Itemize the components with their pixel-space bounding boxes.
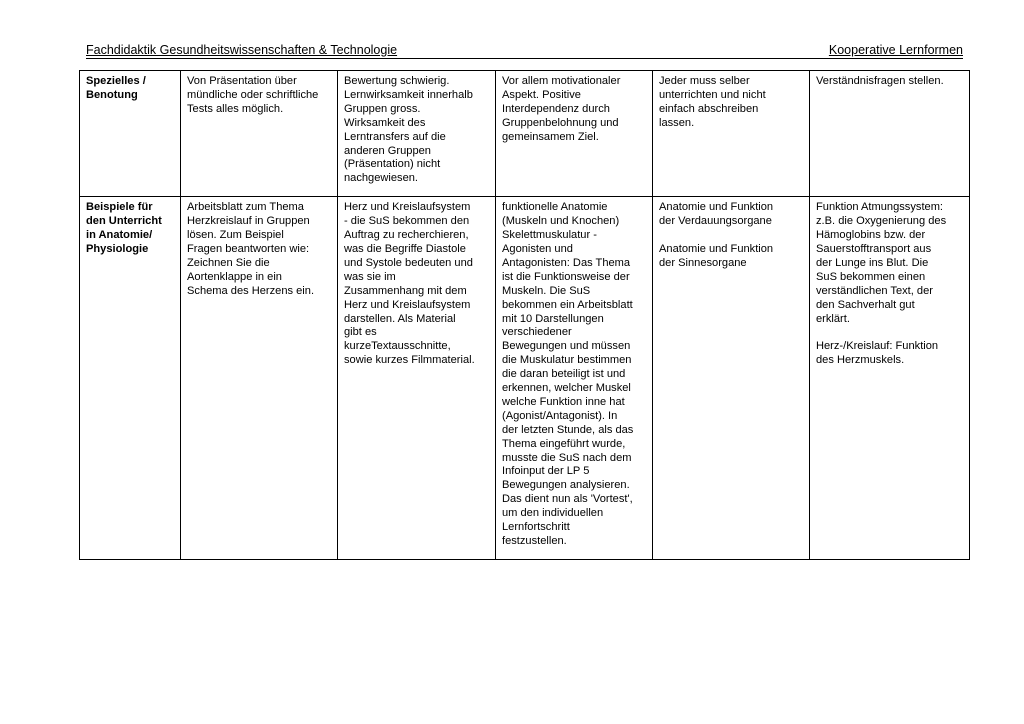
- table-cell: Arbeitsblatt zum Thema Herzkreislauf in Gruppen lösen. Zum Beispiel Fragen beantworten wie: Zeichnen Sie die Aortenklappe in ein Schema des Herzens ein.: [181, 197, 338, 560]
- table-row-spezielles: [80, 71, 970, 197]
- header-course-title: Fachdidaktik Gesundheitswissenschaften & Technologie: [86, 43, 398, 57]
- table-cell: Funktion Atmungssystem: z.B. die Oxygenierung des Hämoglobins bzw. der Sauerstofftransport aus der Lunge ins Blut. Die SuS bekommen einen verständlichen Text, der den Sachverhalt gut erklärt. Herz-/Kreislauf: Funktion des Herzmuskels.: [810, 197, 970, 560]
- table-cell: Bewertung schwierig. Lernwirksamkeit innerhalb Gruppen gross. Wirksamkeit des Lerntransfers auf die anderen Gruppen (Präsentation) nicht nachgewiesen.: [338, 71, 496, 197]
- table-cell: Verständnisfragen stellen.: [810, 71, 970, 197]
- table-cell: Herz und Kreislaufsystem - die SuS bekommen den Auftrag zu recherchieren, was die Begriffe Diastole und Systole bedeuten und was sie im Zusammenhang mit dem Herz und Kreislaufsystem darstellen. Als Material gibt es kurzeTextausschnitte, sowie kurzes Filmmaterial.: [338, 197, 496, 560]
- lernformen-table: [79, 70, 970, 560]
- table-cell: Vor allem motivationaler Aspekt. Positive Interdependenz durch Gruppenbelohnung und gemeinsamem Ziel.: [496, 71, 653, 197]
- table-cell: funktionelle Anatomie (Muskeln und Knochen) Skelettmuskulatur - Agonisten und Antagonisten: Das Thema ist die Funktionsweise der Muskeln. Die SuS bekommen ein Arbeitsblatt mit 10 Darstellungen verschiedener Bewegungen und müssen die Muskulatur bestimmen die daran beteiligt ist und erkennen, welcher Muskel welche Funktion inne hat (Agonist/Antagonist). In der letzten Stunde, als das Thema eingeführt wurde, musste die SuS nach dem Infoinput der LP 5 Bewegungen analysieren. Das dient nun als 'Vortest', um den individuellen Lernfortschritt festzustellen.: [496, 197, 653, 560]
- row-header-spezielles: Spezielles / Benotung: [80, 71, 181, 197]
- row-header-beispiele: Beispiele für den Unterricht in Anatomie/ Physiologie: [80, 197, 181, 560]
- table-cell: Jeder muss selber unterrichten und nicht einfach abschreiben lassen.: [653, 71, 810, 197]
- header-topic-title: Kooperative Lernformen: [828, 43, 963, 57]
- table-row-beispiele: [80, 197, 970, 560]
- page-header: [86, 42, 963, 59]
- table-cell: Anatomie und Funktion der Verdauungsorgane Anatomie und Funktion der Sinnesorgane: [653, 197, 810, 560]
- table-cell: Von Präsentation über mündliche oder schriftliche Tests alles möglich.: [181, 71, 338, 197]
